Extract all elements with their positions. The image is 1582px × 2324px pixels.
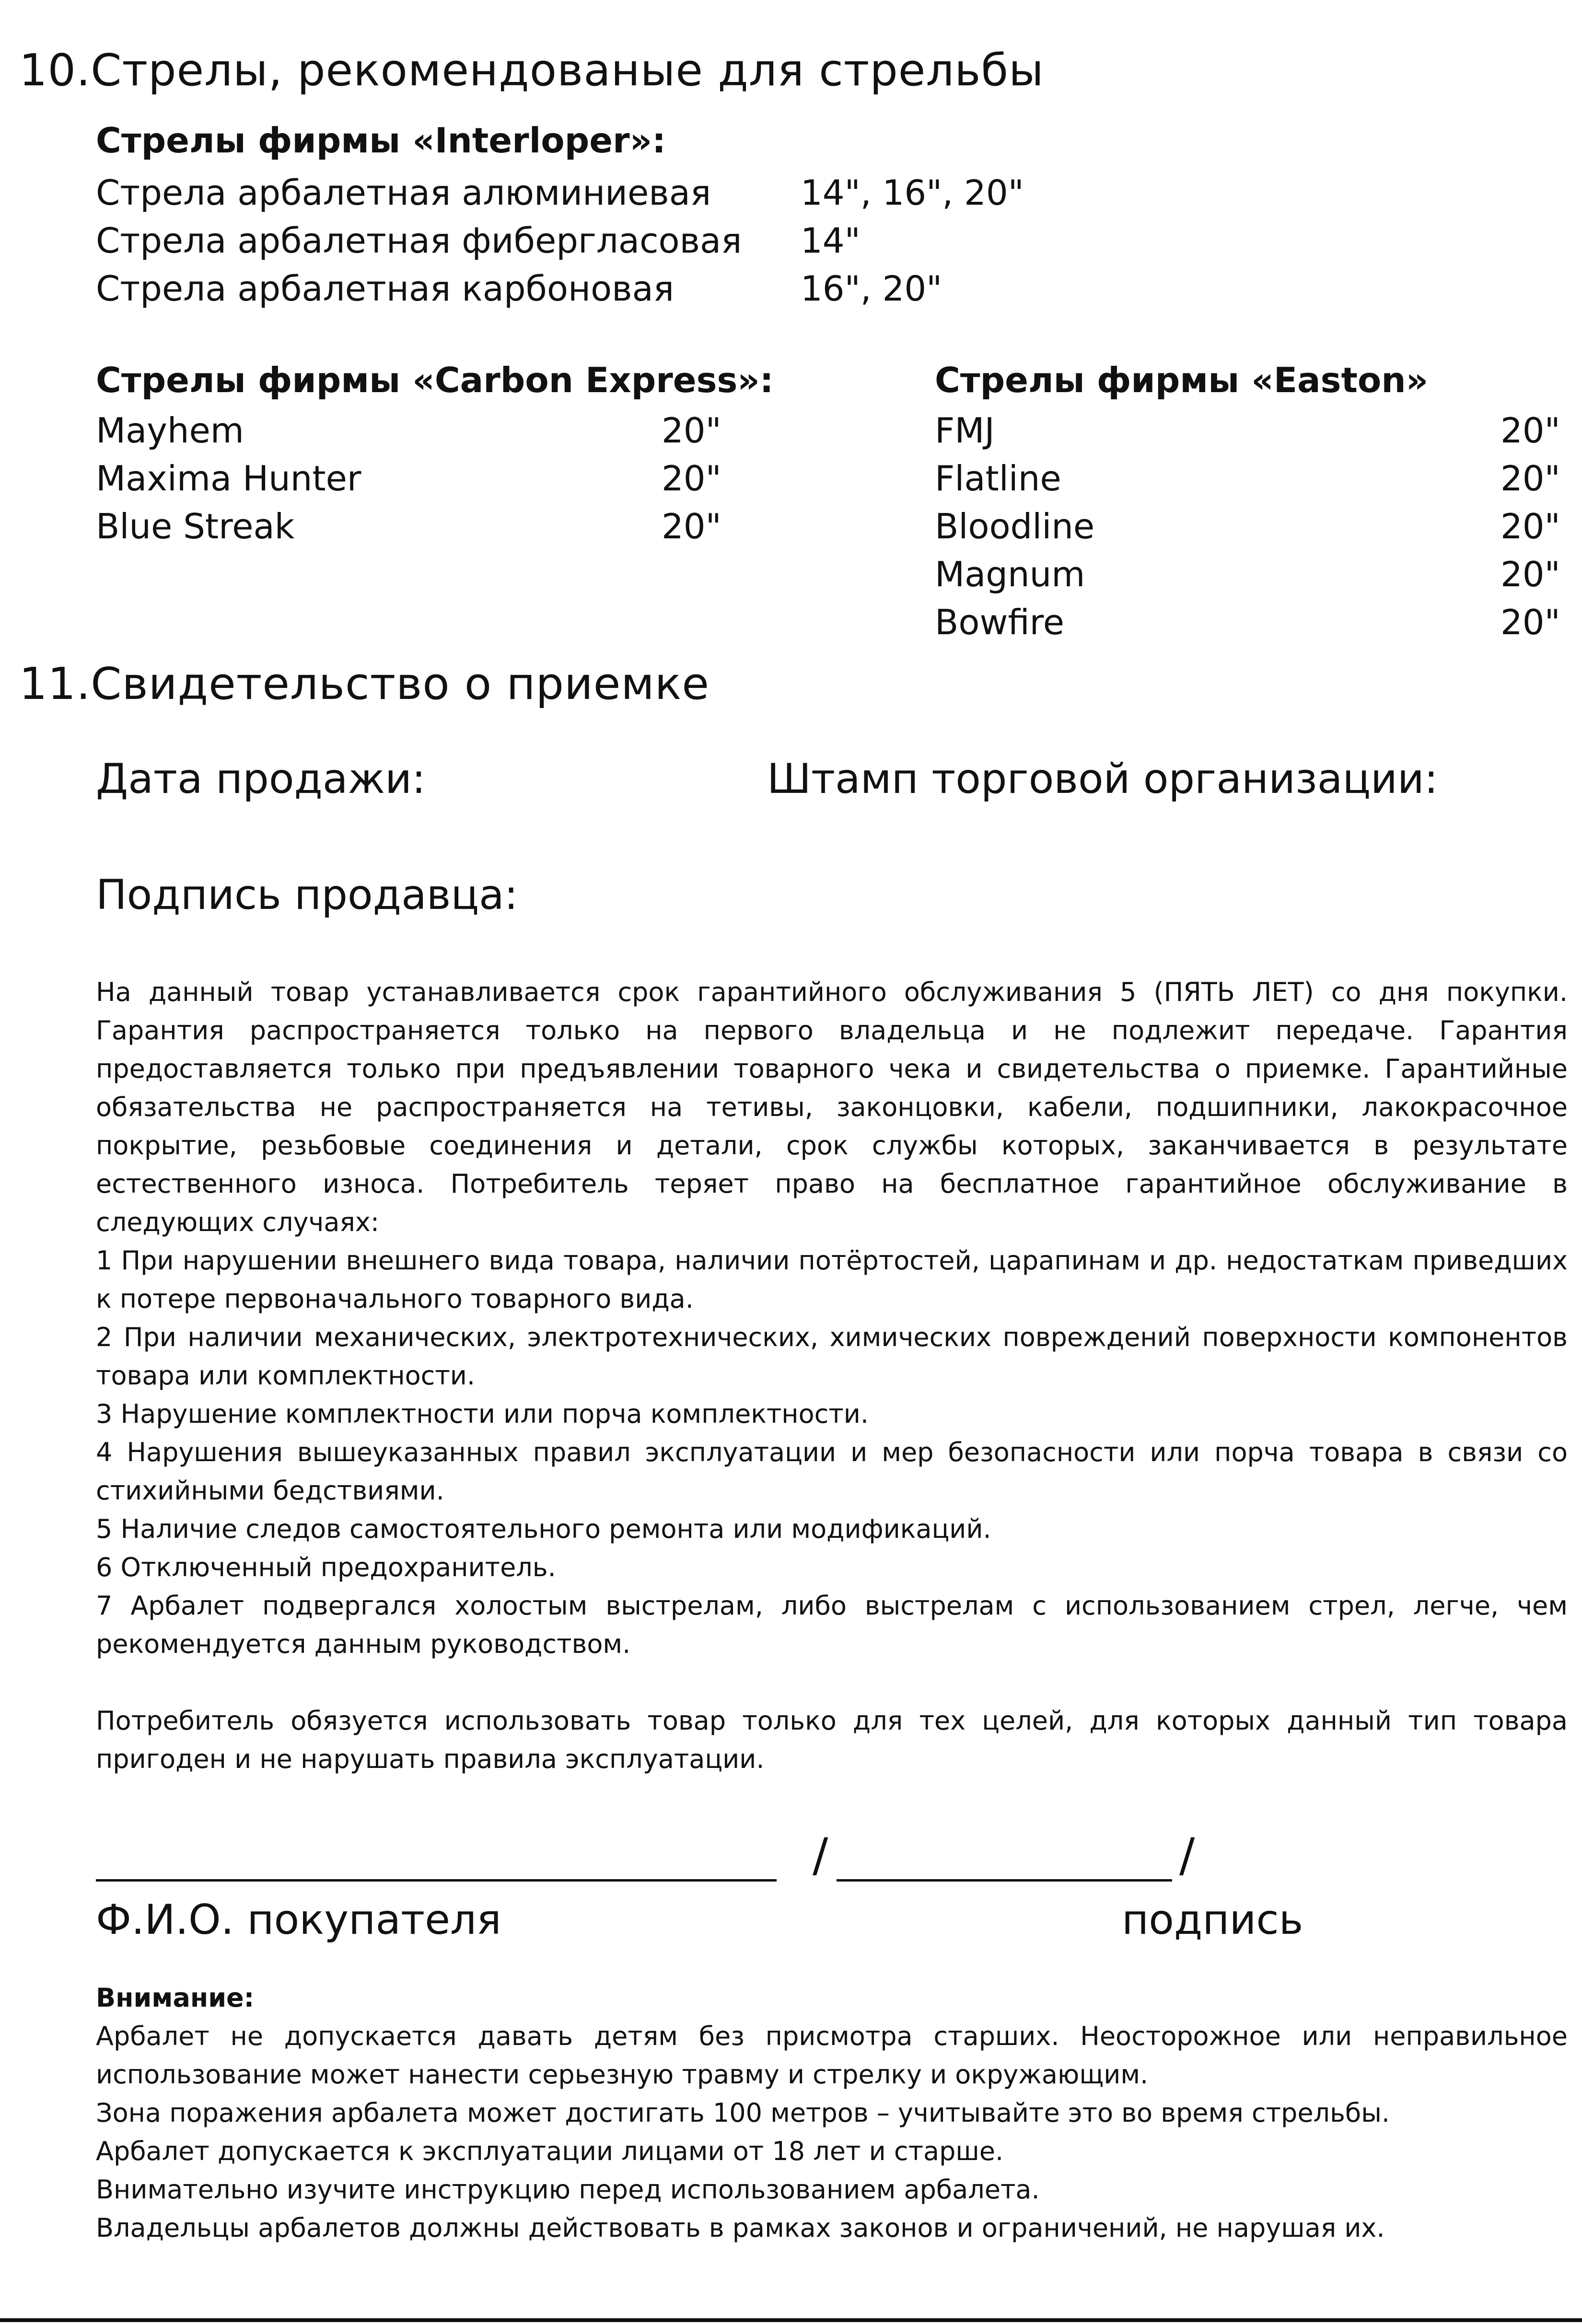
arrow-size: 20"	[1501, 458, 1560, 499]
warranty-text	[96, 973, 1568, 1242]
conditions-list	[96, 1242, 1568, 1663]
arrow-size: 20"	[1501, 410, 1560, 451]
condition-item: 4 Нарушения вышеуказанных правил эксплуатации и мер безопасности или порча товара в связи со стихийными бедствиями.	[96, 1437, 1568, 1506]
condition-item: 2 При наличии механических, электротехнических, химических повреждений поверхности компонентов товара или комплектности.	[96, 1322, 1568, 1391]
warning-item: Владельцы арбалетов должны действовать в рамках законов и ограничений, не нарушая их.	[96, 2213, 1385, 2243]
condition-item: 5 Наличие следов самостоятельного ремонта или модификаций.	[96, 1514, 991, 1544]
warning-item: Арбалет не допускается давать детям без присмотра старших. Неосторожное или неправильное использование может нанести серьезную травму и стрелку и окружающим.	[96, 2021, 1568, 2090]
easton-list	[935, 407, 1558, 646]
section-11-title: 11.Свидетельство о приемке	[19, 658, 710, 709]
arrow-size: 20"	[1501, 506, 1560, 546]
obligation-text	[96, 1702, 1568, 1778]
arrow-name: Magnum	[935, 554, 1085, 594]
warning-item: Внимательно изучите инструкцию перед использованием арбалета.	[96, 2174, 1040, 2205]
condition-item: 1 При нарушении внешнего вида товара, наличии потёртостей, царапинам и др. недостаткам приведших к потере первоначального товарного вида.	[96, 1245, 1568, 1314]
list-item	[935, 598, 1558, 646]
carbon-express-heading: Стрелы фирмы «Carbon Express»:	[96, 360, 774, 400]
warning-item: Арбалет допускается к эксплуатации лицами от 18 лет и старше.	[96, 2136, 1004, 2166]
slash-right: /	[1179, 1828, 1195, 1882]
interloper-list	[96, 169, 1055, 313]
arrow-name: Mayhem	[96, 410, 244, 451]
buyer-name-line	[96, 1879, 777, 1882]
list-item	[96, 169, 1055, 217]
section-10-title: 10.Стрелы, рекомендованые для стрельбы	[19, 45, 1044, 96]
carbon-express-list	[96, 407, 738, 550]
condition-item: 7 Арбалет подвергался холостым выстрелам, либо выстрелам с использованием стрел, легче, чем рекомендуется данным руководством.	[96, 1591, 1568, 1659]
condition-item: 3 Нарушение комплектности или порча комплектности.	[96, 1399, 869, 1429]
warning-title: Внимание:	[96, 1983, 255, 2013]
sale-date-label: Дата продажи:	[96, 755, 426, 803]
arrow-name: Flatline	[935, 458, 1061, 499]
bottom-edge	[0, 2318, 1582, 2322]
list-item	[96, 217, 1055, 265]
arrow-size: 20"	[1501, 602, 1560, 642]
arrow-size: 20"	[662, 506, 721, 546]
arrow-sizes: 14", 16", 20"	[801, 173, 1024, 213]
arrow-name: Bloodline	[935, 506, 1095, 546]
warning-item: Зона поражения арбалета может достигать 100 метров – учитывайте это во время стрельбы.	[96, 2098, 1390, 2128]
list-item	[935, 502, 1558, 550]
list-item	[96, 454, 738, 502]
list-item	[935, 407, 1558, 454]
arrow-name: Стрела арбалетная карбоновая	[96, 268, 674, 309]
buyer-name-label: Ф.И.О. покупателя	[96, 1896, 501, 1944]
warranty-paragraph: На данный товар устанавливается срок гарантийного обслуживания 5 (ПЯТЬ ЛЕТ) со дня покупки. Гарантия распространяется только на первого владельца и не подлежит передаче. Гарантия предоставляется только при предъявлении товарного чека и свидетельства о приемке. Гарантийные обязательства не распространяется на тетивы, законцовки, кабели, подшипники, лакокрасочное покрытие, резьбовые соединения и детали, срок службы которых, заканчивается в результате естественного износа. Потребитель теряет право на бесплатное гарантийное обслуживание в следующих случаях:	[96, 977, 1568, 1237]
list-item	[935, 454, 1558, 502]
list-item	[96, 265, 1055, 313]
obligation-paragraph: Потребитель обязуется использовать товар только для тех целей, для которых данный тип товара пригоден и не нарушать правила эксплуатации.	[96, 1706, 1568, 1774]
arrow-size: 20"	[1501, 554, 1560, 594]
condition-item: 6 Отключенный предохранитель.	[96, 1552, 556, 1582]
arrow-size: 20"	[662, 410, 721, 451]
arrow-sizes: 16", 20"	[801, 268, 942, 309]
signature-line	[837, 1879, 1172, 1882]
easton-heading: Стрелы фирмы «Easton»	[935, 360, 1429, 400]
arrow-name: Maxima Hunter	[96, 458, 361, 499]
seller-signature-label: Подпись продавца:	[96, 871, 518, 919]
list-item	[935, 550, 1558, 598]
arrow-size: 20"	[662, 458, 721, 499]
arrow-sizes: 14"	[801, 221, 861, 261]
slash-left: /	[813, 1828, 828, 1882]
interloper-heading: Стрелы фирмы «Interloper»:	[96, 120, 666, 161]
arrow-name: Стрела арбалетная алюминиевая	[96, 173, 711, 213]
signature-label: подпись	[1122, 1896, 1303, 1944]
warning-list	[96, 2017, 1568, 2247]
stamp-label: Штамп торговой организации:	[767, 755, 1438, 803]
list-item	[96, 407, 738, 454]
arrow-name: Bowfire	[935, 602, 1064, 642]
arrow-name: Blue Streak	[96, 506, 295, 546]
arrow-name: FMJ	[935, 410, 995, 451]
list-item	[96, 502, 738, 550]
arrow-name: Стрела арбалетная фибергласовая	[96, 221, 742, 261]
